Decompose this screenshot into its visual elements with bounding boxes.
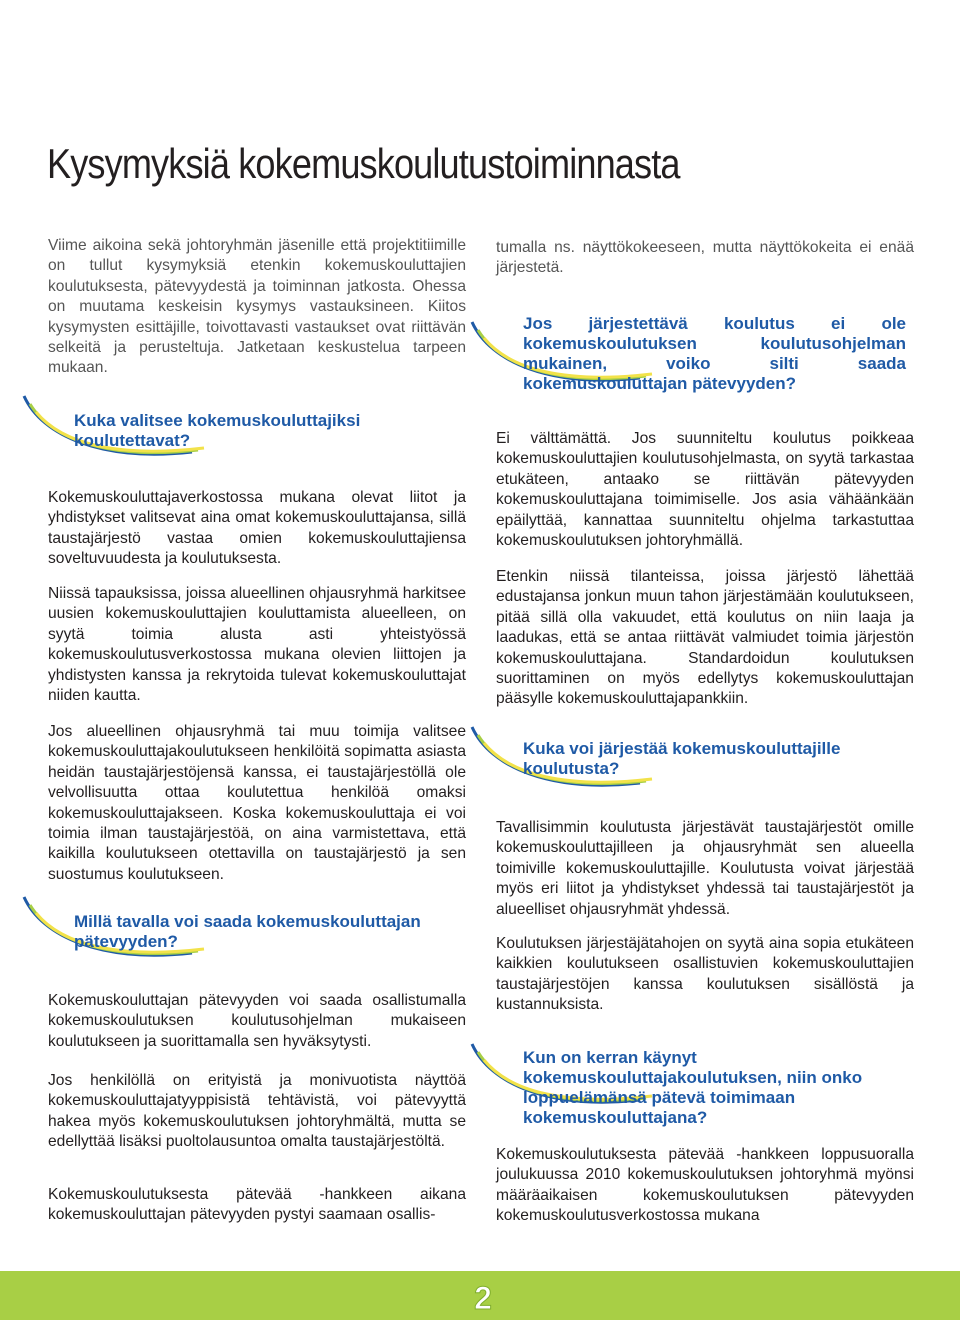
paragraph: Jos alueellinen ohjausryhmä tai muu toimija valitsee kokemuskouluttajakoulutukseen henkilöitä sopimatta asiasta heidän taustajärjestöjensä kanssa, ei taustajärjestöllä ole velvollisuutta ottaa koulutettua henkilöä omaksi kokemuskouluttajakseen. Koska kokemuskouluttaja ei voi toimia ilman taustajärjestöä, on aina varmistettava, että kaikilla koulutukseen otettavilla on taustajärjestö ja sen suostumus koulutukseen. — [48, 723, 466, 883]
paragraph: Etenkin niissä tilanteissa, joissa järjestö lähettää edustajansa jonkun muun tahon järjestämään koulutukseen, pitää sillä olla vakuudet, että koulutus on niin laaja ja laadukas, että se antaa riittävät valmiudet toimia järjestön kokemuskouluttajana. Standardoidun koulutuksen suorittaminen on myös edellytys kokemuskouluttajan pääsylle kokemuskouluttajapankkiin. — [496, 568, 914, 708]
paragraph: Koulutuksen järjestäjätahojen on syytä aina sopia etukäteen kaikkien koulutukseen osallistuvien kokemuskouluttajien taustajärjestöjen kanssa koulutuksen sisällöstä ja kustannuksista. — [496, 935, 914, 1014]
paragraph: Niissä tapauksissa, joissa alueellinen ohjausryhmä harkitsee uusien kokemuskouluttajien kouluttamista alueelleen, on syytä toimia alusta asti yhteistyössä kokemuskoulutusverkostossa mukana olevien liittojen ja yhdistysten kanssa ja rekrytoida tulevat kokemuskouluttajat niiden kautta. — [48, 585, 466, 705]
paragraph: Kokemuskoulutuksesta pätevää -hankkeen loppusuoralla joulukuussa 2010 kokemuskoulutuksen johtoryhmä myönsi määräaikaisen kokemuskoulutuksen pätevyyden kokemuskoulutusverkostossa mukana — [496, 1146, 914, 1225]
paragraph: tumalla ns. näyttökokeeseen, mutta näyttökokeita ei enää järjestetä. — [496, 239, 914, 277]
paragraph: Kokemuskouluttajan pätevyyden voi saada osallistumalla kokemuskoulutuksen koulutusohjelman mukaiseen koulutukseen ja suorittamalla sen hyväksytysti. — [48, 992, 466, 1050]
paragraph: Kokemuskouluttajaverkostossa mukana olevat liitot ja yhdistykset valitsevat aina omat kokemuskouluttajansa, sillä taustajärjestö vastaa omien kokemuskouluttajiensa soveltuvuudesta ja koulutuksesta. — [48, 489, 466, 568]
page-number: 2 — [474, 1280, 492, 1316]
paragraph: Kokemuskoulutuksesta pätevää -hankkeen aikana kokemuskouluttajan pätevyyden pystyi saamaan osallis- — [48, 1186, 466, 1224]
paragraph: Jos henkilöllä on erityistä ja monivuotista näyttöä kokemuskouluttajatyyppisistä tehtävistä, voi pätevyyttä hakea myös kokemuskoulutuksen johtoryhmältä, mutta se edellyttää lisäksi puoltolausuntoa omalta taustajärjestöltä. — [48, 1072, 466, 1151]
paragraph: Ei välttämättä. Jos suunniteltu koulutus poikkeaa kokemuskouluttajien koulutusohjelmasta, on syytä tarkastaa etukäteen, antaako se riittävän pätevyyden kokemuskouluttajana toimimiselle. Jos asia vähäänkään epäilyttää, kannattaa suunniteltu ohjelma tarkastuttaa kokemuskoulutuksen johtoryhmällä. — [496, 430, 914, 550]
heading-how-to-qualify: Millä tavalla voi saada kokemuskouluttajan pätevyyden? — [74, 912, 421, 951]
paragraph: Tavallisimmin koulutusta järjestävät taustajärjestöt omille kokemuskouluttajilleen ja ohjausryhmät sen alueella toimiville kokemuskouluttajille. Koulutusta voivat järjestää myös eri liitot ja yhdistykset yhdessä tai taustajärjestöt ja alueelliset ohjausryhmät yhdessä. — [496, 819, 914, 918]
intro-paragraph: Viime aikoina sekä johtoryhmän jäsenille että projektitiimille on tullut kysymyksiä etenkin kokemuskouluttajien koulutuksesta, pätevyydestä ja toiminnan jatkosta. Ohessa on muutama keskeisin kysymys vastauksineen. Kiitos kysymysten esittäjille, toivottavasti vastaukset ovat riittävän selkeitä ja perusteltuja. Jatketaan keskustelua tarpeen mukaan. — [48, 237, 466, 377]
heading-who-selects: Kuka valitsee kokemuskouluttajiksi koulutettavat? — [74, 411, 361, 450]
heading-who-organizes: Kuka voi järjestää kokemuskouluttajille koulutusta? — [523, 739, 841, 778]
heading-lifetime-validity: Kun on kerran käynyt kokemuskouluttajakoulutuksen, niin onko loppuelämänsä pätevä toimimaan kokemuskouluttajana? — [523, 1048, 863, 1127]
page-title: Kysymyksiä kokemuskoulutustoiminnasta — [47, 140, 680, 187]
heading-non-standard-training: Jos järjestettävä koulutus ei ole kokemuskoulutuksen koulutusohjelman mukainen, voiko silti saada kokemuskouluttajan pätevyyden? — [523, 314, 906, 393]
